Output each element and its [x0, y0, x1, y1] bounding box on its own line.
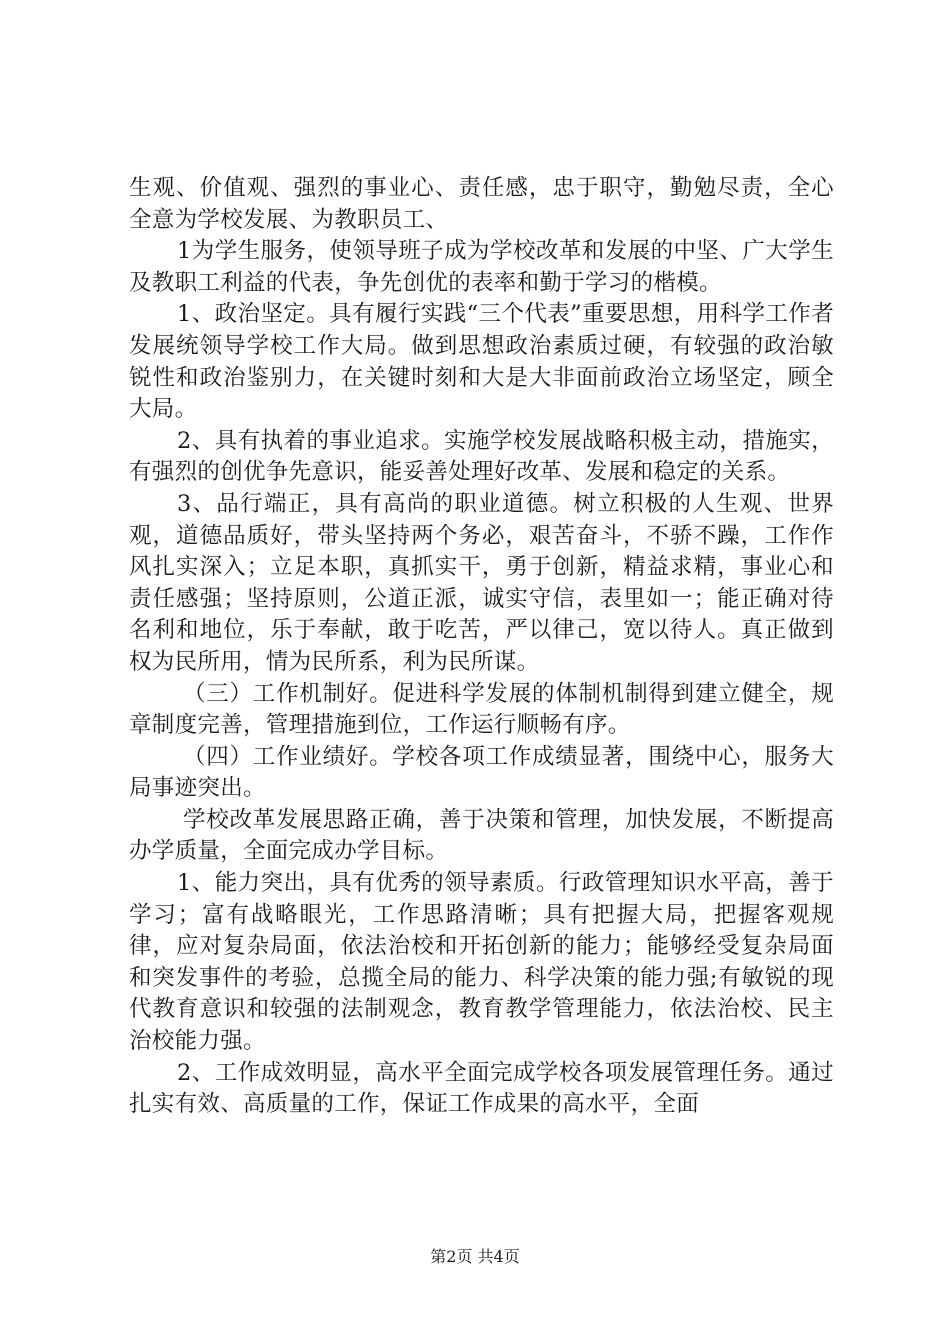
page-footer: 第2页 共4页 [430, 1247, 520, 1266]
paragraph: 1、能力突出，具有优秀的领导素质。行政管理知识水平高，善于学习；富有战略眼光，工作思路清晰；具有把握大局，把握客观规律，应对复杂局面，依法治校和开拓创新的能力；能够经受复杂局面和突发事件的考验，总揽全局的能力、科学决策的能力强;有敏锐的现代教育意识和较强的法制观念，教育教学管理能力，依法治校、民主治校能力强。 [129, 870, 834, 1055]
paragraph: 1为学生服务，使领导班子成为学校改革和发展的中坚、广大学生及教职工利益的代表，争先创优的表率和勤于学习的楷模。 [129, 238, 834, 296]
paragraph: 2、工作成效明显，高水平全面完成学校各项发展管理任务。通过扎实有效、高质量的工作，保证工作成果的高水平，全面 [129, 1059, 834, 1118]
paragraph: （三）工作机制好。促进科学发展的体制机制得到建立健全，规章制度完善，管理措施到位，工作运行顺畅有序。 [129, 680, 834, 739]
paragraph: 2、具有执着的事业追求。实施学校发展战略积极主动，措施实，有强烈的创优争先意识，能妥善处理好改革、发展和稳定的关系。 [129, 427, 834, 486]
paragraph: 学校改革发展思路正确，善于决策和管理，加快发展，不断提高办学质量，全面完成办学目标。 [129, 806, 834, 865]
paragraph: 3、品行端正，具有高尚的职业道德。树立积极的人生观、世界观，道德品质好，带头坚持两个务必，艰苦奋斗，不骄不躁，工作作风扎实深入；立足本职，真抓实干，勇于创新，精益求精，事业心和责任感强；坚持原则，公道正派，诚实守信，表里如一；能正确对待名利和地位，乐于奉献，敢于吃苦，严以律己，宽以待人。真正做到权为民所用，情为民所系，利为民所谋。 [129, 490, 834, 675]
document-body [129, 173, 834, 1121]
paragraph: 1、政治坚定。具有履行实践“三个代表”重要思想，用科学工作者发展统领导学校工作大局。做到思想政治素质过硬，有较强的政治敏锐性和政治鉴别力，在关键时刻和大是大非面前政治立场坚定，顾全大局。 [129, 301, 834, 423]
paragraph: （四）工作业绩好。学校各项工作成绩显著，围绕中心，服务大局事迹突出。 [129, 743, 834, 802]
paragraph: 生观、价值观、强烈的事业心、责任感，忠于职守，勤勉尽责，全心全意为学校发展、为教职员工、 [129, 175, 834, 233]
